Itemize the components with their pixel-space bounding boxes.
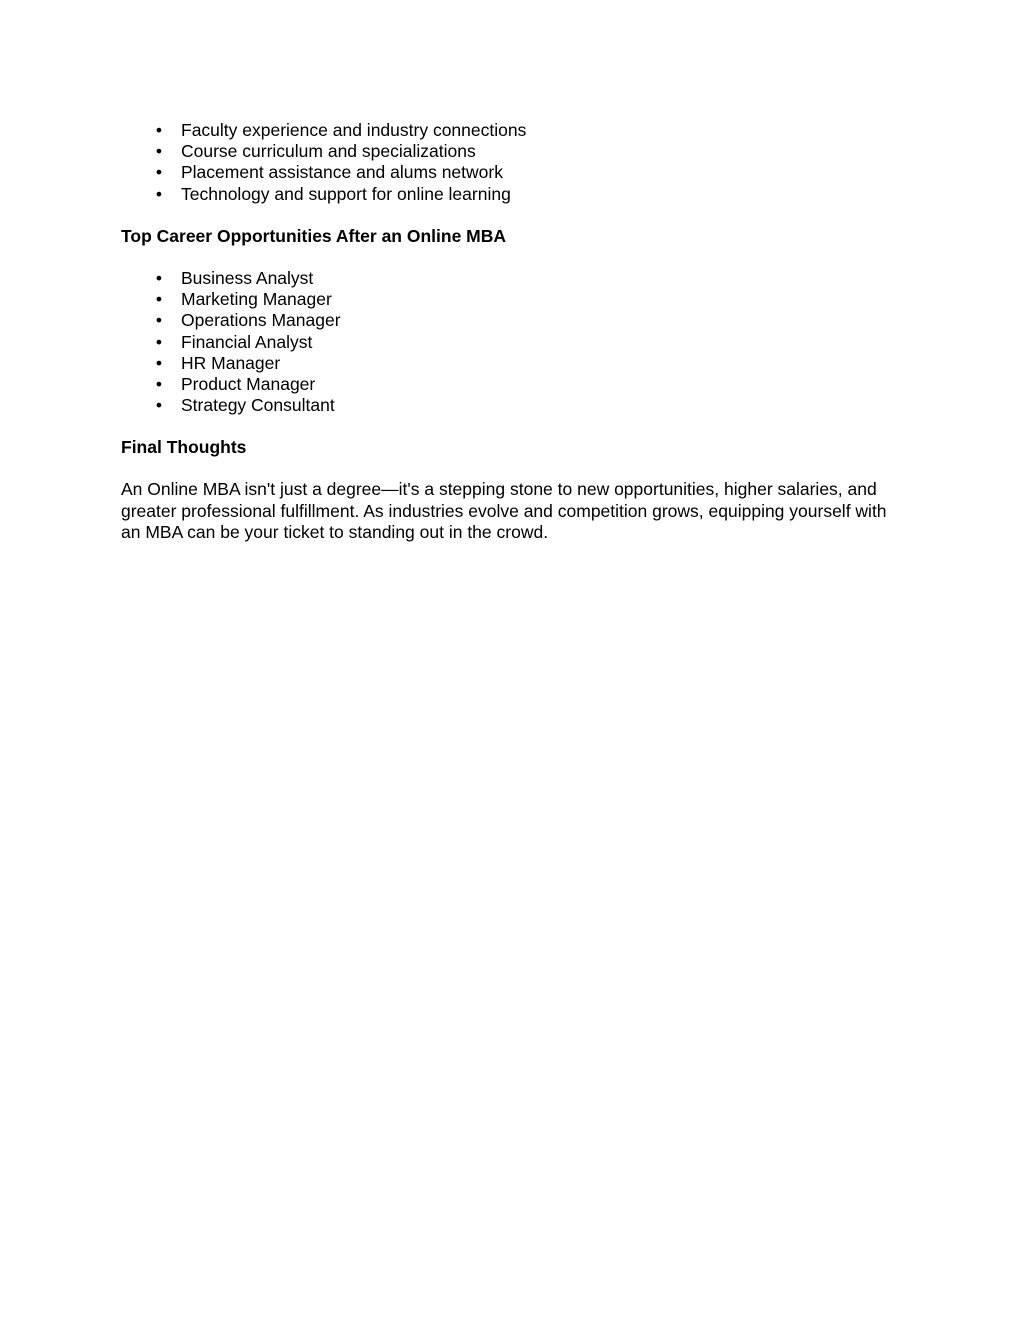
list-item-text: HR Manager [181, 352, 281, 373]
list-item-text: Financial Analyst [181, 331, 313, 352]
bullet-icon: • [155, 141, 163, 162]
list-item-text: Faculty experience and industry connections [181, 120, 527, 140]
list-item [121, 184, 901, 205]
final-thoughts-heading: Final Thoughts [121, 437, 247, 458]
list-item [121, 395, 901, 416]
career-opportunities-heading: Top Career Opportunities After an Online MBA [121, 225, 507, 246]
list-item-text: Strategy Consultant [181, 395, 335, 416]
list-item [121, 332, 901, 353]
list-item [121, 268, 901, 289]
list-item [121, 353, 901, 374]
bullet-icon: • [155, 183, 163, 204]
page-content [121, 120, 901, 543]
list-item [121, 141, 901, 162]
bullet-icon: • [155, 395, 163, 416]
bullet-icon: • [155, 162, 163, 183]
bullet-icon: • [155, 331, 163, 352]
list-item [121, 120, 901, 141]
list-item-text: Product Manager [181, 373, 316, 394]
bullet-icon: • [155, 267, 163, 288]
bullet-icon: • [155, 120, 163, 140]
list-item [121, 289, 901, 310]
criteria-list [121, 120, 901, 205]
final-thoughts-paragraph: An Online MBA isn't just a degree—it's a stepping stone to new opportunities, higher salaries, and greater professional fulfillment. As industries evolve and competition grows, equipping yourself with an MBA can be your ticket to standing out in the crowd. [121, 479, 887, 542]
list-item [121, 162, 901, 183]
bullet-icon: • [155, 352, 163, 373]
bullet-icon: • [155, 373, 163, 394]
list-item-text: Business Analyst [181, 267, 314, 288]
list-item-text: Operations Manager [181, 310, 341, 331]
list-item [121, 310, 901, 331]
bullet-icon: • [155, 289, 163, 310]
list-item-text: Marketing Manager [181, 289, 332, 310]
career-list [121, 268, 901, 416]
bullet-icon: • [155, 310, 163, 331]
list-item [121, 374, 901, 395]
list-item-text: Placement assistance and alums network [181, 162, 503, 183]
list-item-text: Technology and support for online learning [181, 183, 511, 204]
list-item-text: Course curriculum and specializations [181, 141, 476, 162]
